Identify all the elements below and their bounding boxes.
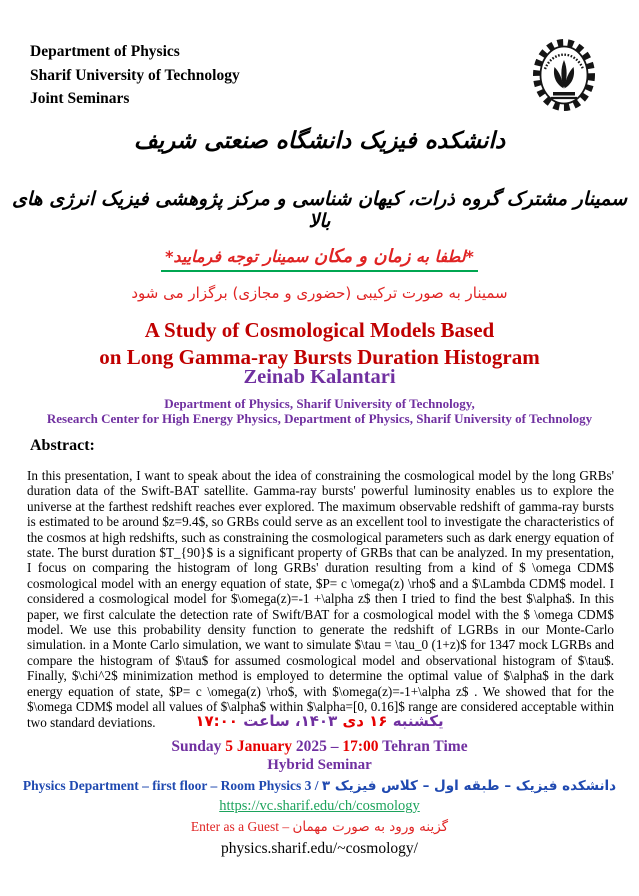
sharif-university-logo <box>530 36 598 114</box>
date-en-day: Sunday <box>171 738 226 755</box>
header-department: Department of Physics <box>30 43 180 60</box>
attention-underlined-text <box>161 246 478 272</box>
date-en-date: 5 January <box>225 738 293 755</box>
location-fa: دانشکده فیزیک – طبقه اول – کلاس فیزیک ۳ <box>321 778 617 794</box>
hybrid-note-fa: سمینار به صورت ترکیبی (حضوری و مجازی) برگزار می شود <box>131 284 508 302</box>
guest-instruction-fa: گزینه ورود به صورت مهمان <box>292 819 449 835</box>
affiliation-line-1: Department of Physics, Sharif University of Technology, <box>164 396 475 411</box>
attention-note <box>0 246 639 272</box>
date-fa-time: ۱۷:۰۰ <box>195 712 238 730</box>
location-line <box>0 778 639 794</box>
attention-post: سمینار توجه فرمایید* <box>165 247 314 266</box>
vc-link-line <box>0 798 639 815</box>
location-en: Physics Department – first floor – Room Physics 3 <box>22 778 312 793</box>
sharif-seal-icon <box>530 36 598 114</box>
hybrid-seminar-label: Hybrid Seminar <box>267 757 372 773</box>
date-fa-year: ۱۴۰۳، ساعت <box>237 712 343 730</box>
cosmology-site-url: physics.sharif.edu/~cosmology/ <box>221 840 418 857</box>
date-en-timezone: Tehran Time <box>378 738 468 755</box>
abstract-body: In this presentation, I want to speak about the idea of constraining the cosmological model by the long GRBs' duration data of the Swift-BAT satellite. Gamma-ray bursts' powerful luminosity enables us to explore the universe at the farthest redshift reaches ever explored. The maximum observable redshift of gamma-ray bursts is estimated to be around $z=9.4$, so GRBs could serve as an excellent tool to investigate the characteristics of the cosmos at high redshifts, such as constraining the cosmological parameters such as dark energy equation of state. The burst duration $T_{90}$ is a significant property of GRBs that can be analyzed. In my presentation, I focus on comparing the histogram of long GRBs' duration resulting from a kind of $ \omega CDM$ cosmological model with an energy equation of state, $P= c \omega(z) \rho$ and a $\Lambda CDM$ model. I considered a cosmological model for $\omega(z)=-1 +\alpha z$ then I tried to find the best $\alpha$. In this paper, we first calculate the detection rate of Swift/BAT for a cosmological model with the $ \omega CDM$ model. We use this probability density function to generate the redshift of LGRBs in our Monte-Carlo simulation. in a Monte Carlo simulation, we want to simulate $\tau = \tau_0 (1+z)$ for 1347 mock LGRBs and compare the histogram of $\tau$ for assumed cosmological model and observational histogram of $\tau$. Finally, $\chi^2$ minimization method is employed to determine the optimal value of $\alpha$ in the dark energy equation of state, $P= c \omega(z) \rho$, with $\omega(z)=-1+\alpha z$ . We showed that for the $\omega CDM$ model all values of $\alpha$ within $\alpha=[0, 0.16]$ range are considered acceptable within two standard deviations. <box>27 468 614 730</box>
attention-emphasis: زمان و مکان <box>313 246 411 267</box>
header-joint-seminars: Joint Seminars <box>30 90 130 107</box>
guest-instruction <box>0 819 639 835</box>
date-line-en <box>0 738 639 756</box>
speaker-name: Zeinab Kalantari <box>243 366 396 388</box>
speaker-affiliation <box>0 396 639 426</box>
date-line-fa <box>0 712 639 730</box>
guest-instruction-en: Enter as a Guest – <box>190 819 293 834</box>
date-en-year: 2025 – <box>292 738 343 755</box>
date-fa-date: ۱۶ دی <box>342 712 388 730</box>
vc-meeting-link[interactable]: https://vc.sharif.edu/ch/cosmology <box>219 798 420 814</box>
affiliation-line-2: Research Center for High Energy Physics, Department of Physics, Sharif University of Technology <box>46 411 593 426</box>
date-en-time: 17:00 <box>342 738 379 755</box>
header-block <box>30 40 240 111</box>
seminar-title-line-2: on Long Gamma-ray Bursts Duration Histogram <box>99 344 540 369</box>
header-university: Sharif University of Technology <box>30 66 240 84</box>
farsi-header-line-2: سمینار مشترک گروه ذرات، کیهان شناسی و مرکز پژوهشی فیزیک انرژی های بالا <box>11 188 627 232</box>
seminar-title <box>0 317 639 370</box>
location-separator: / <box>311 778 322 793</box>
farsi-header-line-1: دانشکده فیزیک دانشگاه صنعتی شریف <box>133 128 506 154</box>
seminar-title-line-1: A Study of Cosmological Models Based <box>144 318 495 342</box>
abstract-heading: Abstract: <box>30 437 95 454</box>
date-fa-weekday: یکشنبه <box>387 712 444 730</box>
attention-pre: *لطفا به <box>410 247 474 266</box>
